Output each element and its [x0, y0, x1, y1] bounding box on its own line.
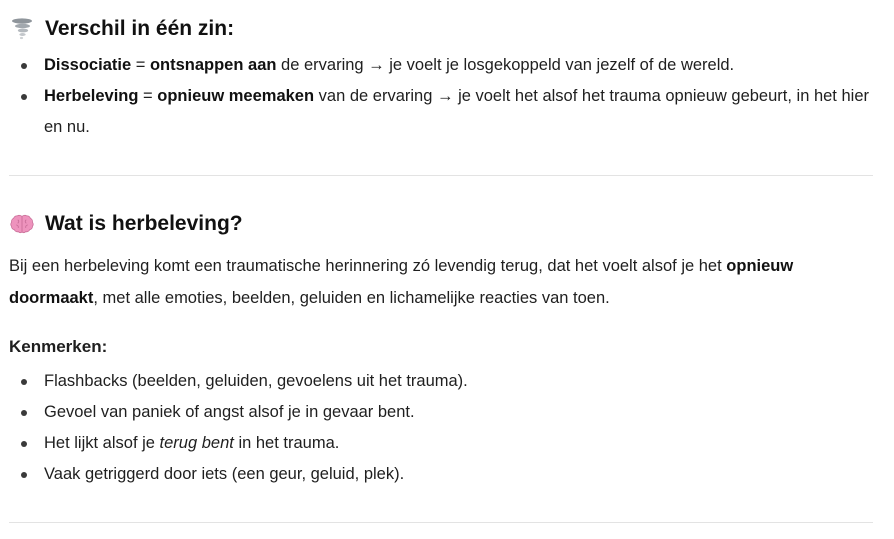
kenmerken-list: [9, 366, 873, 490]
section-heading-difference: [9, 13, 234, 45]
list-item-italic: terug bent: [159, 434, 234, 452]
equals-sign: =: [131, 56, 150, 74]
item-description: de ervaring → je voelt je losgekoppeld van jezelf of de wereld.: [276, 56, 735, 74]
horizontal-divider: [9, 522, 873, 523]
list-item-text: Flashbacks (beelden, geluiden, gevoelens uit het trauma).: [44, 372, 468, 390]
item-description: van de ervaring → je voelt het alsof het trauma opnieuw gebeurt, in het hier en nu.: [44, 87, 869, 136]
brain-icon: [9, 211, 35, 237]
section-heading-herbeleving: [9, 208, 243, 240]
list-item-text-start: Het lijkt alsof je: [44, 434, 160, 452]
list-item: [9, 428, 873, 459]
key-phrase: ontsnappen aan: [149, 56, 277, 74]
equals-sign: =: [138, 87, 158, 105]
list-item: [9, 397, 873, 428]
section-heading-text: Wat is herbeleving?: [45, 212, 243, 235]
intro-text-end: , met alle emoties, beelden, geluiden en lichamelijke reacties van toen.: [93, 289, 610, 307]
horizontal-divider: [9, 175, 873, 176]
term-herbeleving: Herbeleving: [44, 87, 139, 105]
intro-text-start: Bij een herbeleving komt een traumatische herinnering zó levendig terug, dat het voelt alsof je het: [9, 257, 727, 275]
list-item-herbeleving: [9, 81, 873, 143]
intro-bold-phrase: opnieuw doormaakt: [9, 257, 794, 307]
list-item: [9, 459, 873, 490]
difference-list: [9, 50, 873, 143]
kenmerken-label: Kenmerken:: [9, 337, 108, 356]
list-item-text: Gevoel van paniek of angst alsof je in gevaar bent.: [44, 403, 415, 421]
list-item: [9, 366, 873, 397]
section-heading-text: Verschil in één zin:: [45, 17, 235, 40]
list-item-dissociatie: [9, 50, 873, 81]
term-dissociatie: Dissociatie: [44, 56, 132, 74]
list-item-text-end: in het trauma.: [233, 434, 340, 452]
tornado-icon: [9, 16, 35, 42]
key-phrase: opnieuw meemaken: [157, 87, 315, 105]
list-item-text: Vaak getriggerd door iets (een geur, geluid, plek).: [44, 465, 405, 483]
intro-paragraph: [9, 250, 873, 314]
